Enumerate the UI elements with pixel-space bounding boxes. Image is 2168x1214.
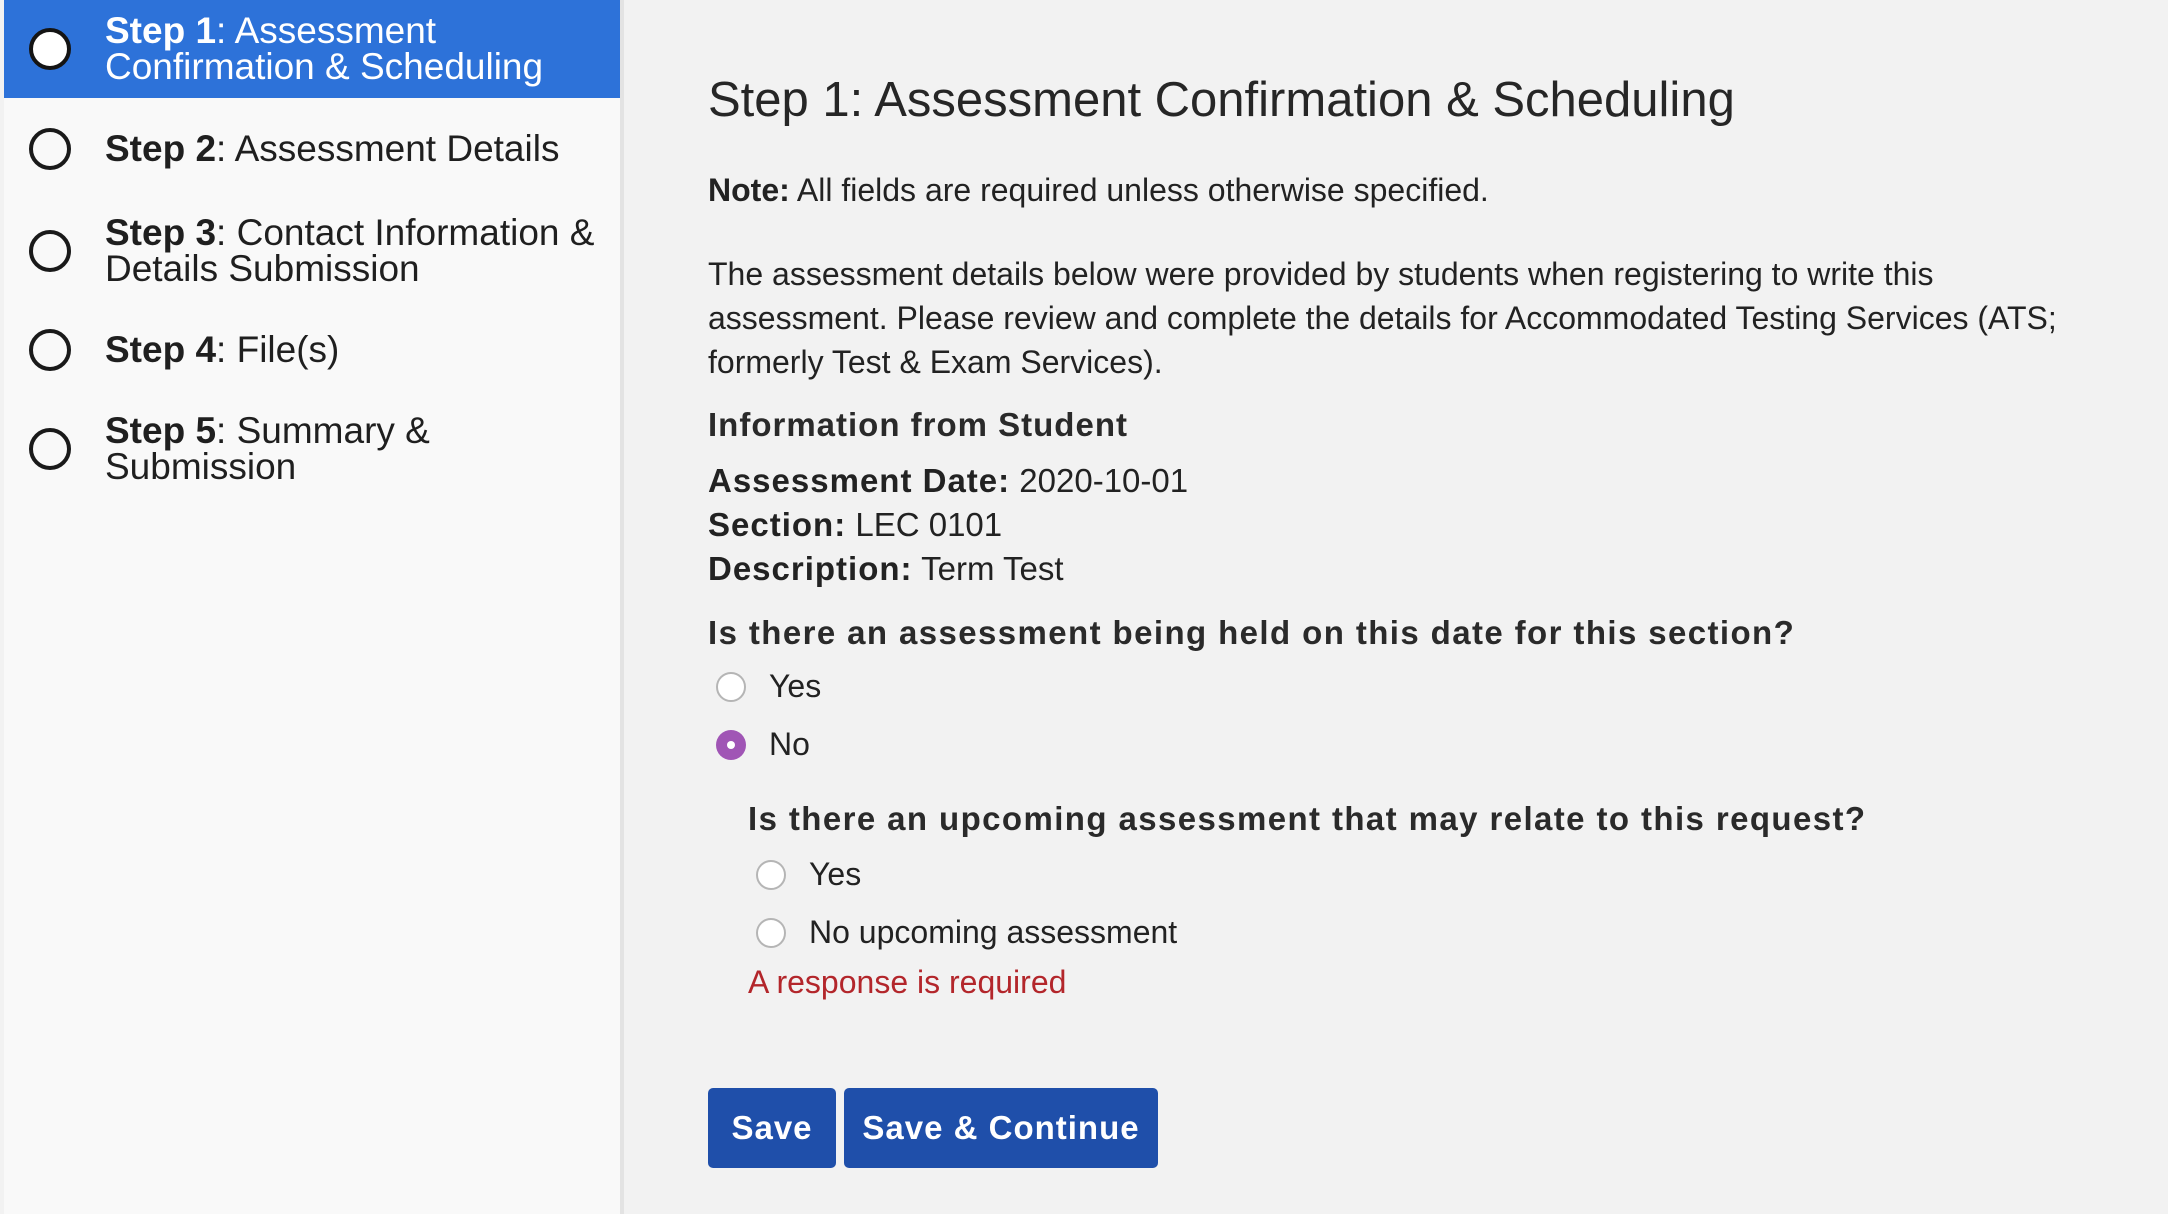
sidebar-step-2[interactable] [4, 98, 620, 200]
question-assessment-held: Is there an assessment being held on this date for this section? [708, 614, 1796, 651]
radio-label: Yes [769, 668, 822, 704]
sidebar-step-1-label: Step 1: Assessment Confirmation & Scheduling [105, 10, 544, 87]
sidebar-step-2-label: Step 2: Assessment Details [105, 128, 560, 169]
step-status-icon [29, 230, 71, 272]
step-status-icon [29, 128, 71, 170]
assessment-section: Section: LEC 0101 [708, 506, 1003, 543]
assessment-date: Assessment Date: 2020-10-01 [708, 462, 1189, 499]
radio-unchecked-icon[interactable] [716, 672, 746, 702]
radio-upcoming-yes[interactable] [756, 856, 861, 893]
page-title: Step 1: Assessment Confirmation & Scheduling [708, 73, 1735, 127]
assessment-description: Description: Term Test [708, 550, 1064, 587]
sidebar-step-3[interactable] [4, 200, 620, 302]
radio-assessment-held-no[interactable] [716, 726, 810, 763]
sidebar-step-5[interactable] [4, 398, 620, 500]
question-upcoming-assessment: Is there an upcoming assessment that may relate to this request? [748, 800, 1867, 837]
radio-assessment-held-yes[interactable] [716, 668, 821, 705]
save-button[interactable]: Save [708, 1088, 836, 1168]
intro-paragraph: The assessment details below were provided by students when registering to write this assessment. Please review and complete the details for Accommodated Testing Services (ATS; formerly Test & Exam Services). [708, 256, 2057, 380]
step-status-icon [29, 428, 71, 470]
radio-unchecked-icon[interactable] [756, 860, 786, 890]
sidebar-step-4[interactable] [4, 302, 620, 398]
radio-label: No upcoming assessment [809, 914, 1178, 950]
radio-checked-icon[interactable] [716, 730, 746, 760]
step-status-icon [29, 329, 71, 371]
step-sidebar [4, 0, 624, 1214]
save-and-continue-button[interactable]: Save & Continue [844, 1088, 1158, 1168]
radio-no-upcoming[interactable] [756, 914, 1177, 951]
radio-unchecked-icon[interactable] [756, 918, 786, 948]
sidebar-step-1[interactable] [4, 0, 620, 98]
radio-label: No [769, 726, 810, 762]
info-from-student-heading: Information from Student [708, 406, 1128, 443]
sidebar-step-5-label: Step 5: Summary & Submission [105, 410, 430, 487]
response-required-error: A response is required [748, 964, 1067, 1000]
radio-label: Yes [809, 856, 862, 892]
required-fields-note: Note: All fields are required unless otherwise specified. [708, 172, 1489, 208]
sidebar-step-4-label: Step 4: File(s) [105, 329, 340, 370]
step-status-icon [29, 28, 71, 70]
sidebar-step-3-label: Step 3: Contact Information & Details Submission [105, 212, 595, 289]
